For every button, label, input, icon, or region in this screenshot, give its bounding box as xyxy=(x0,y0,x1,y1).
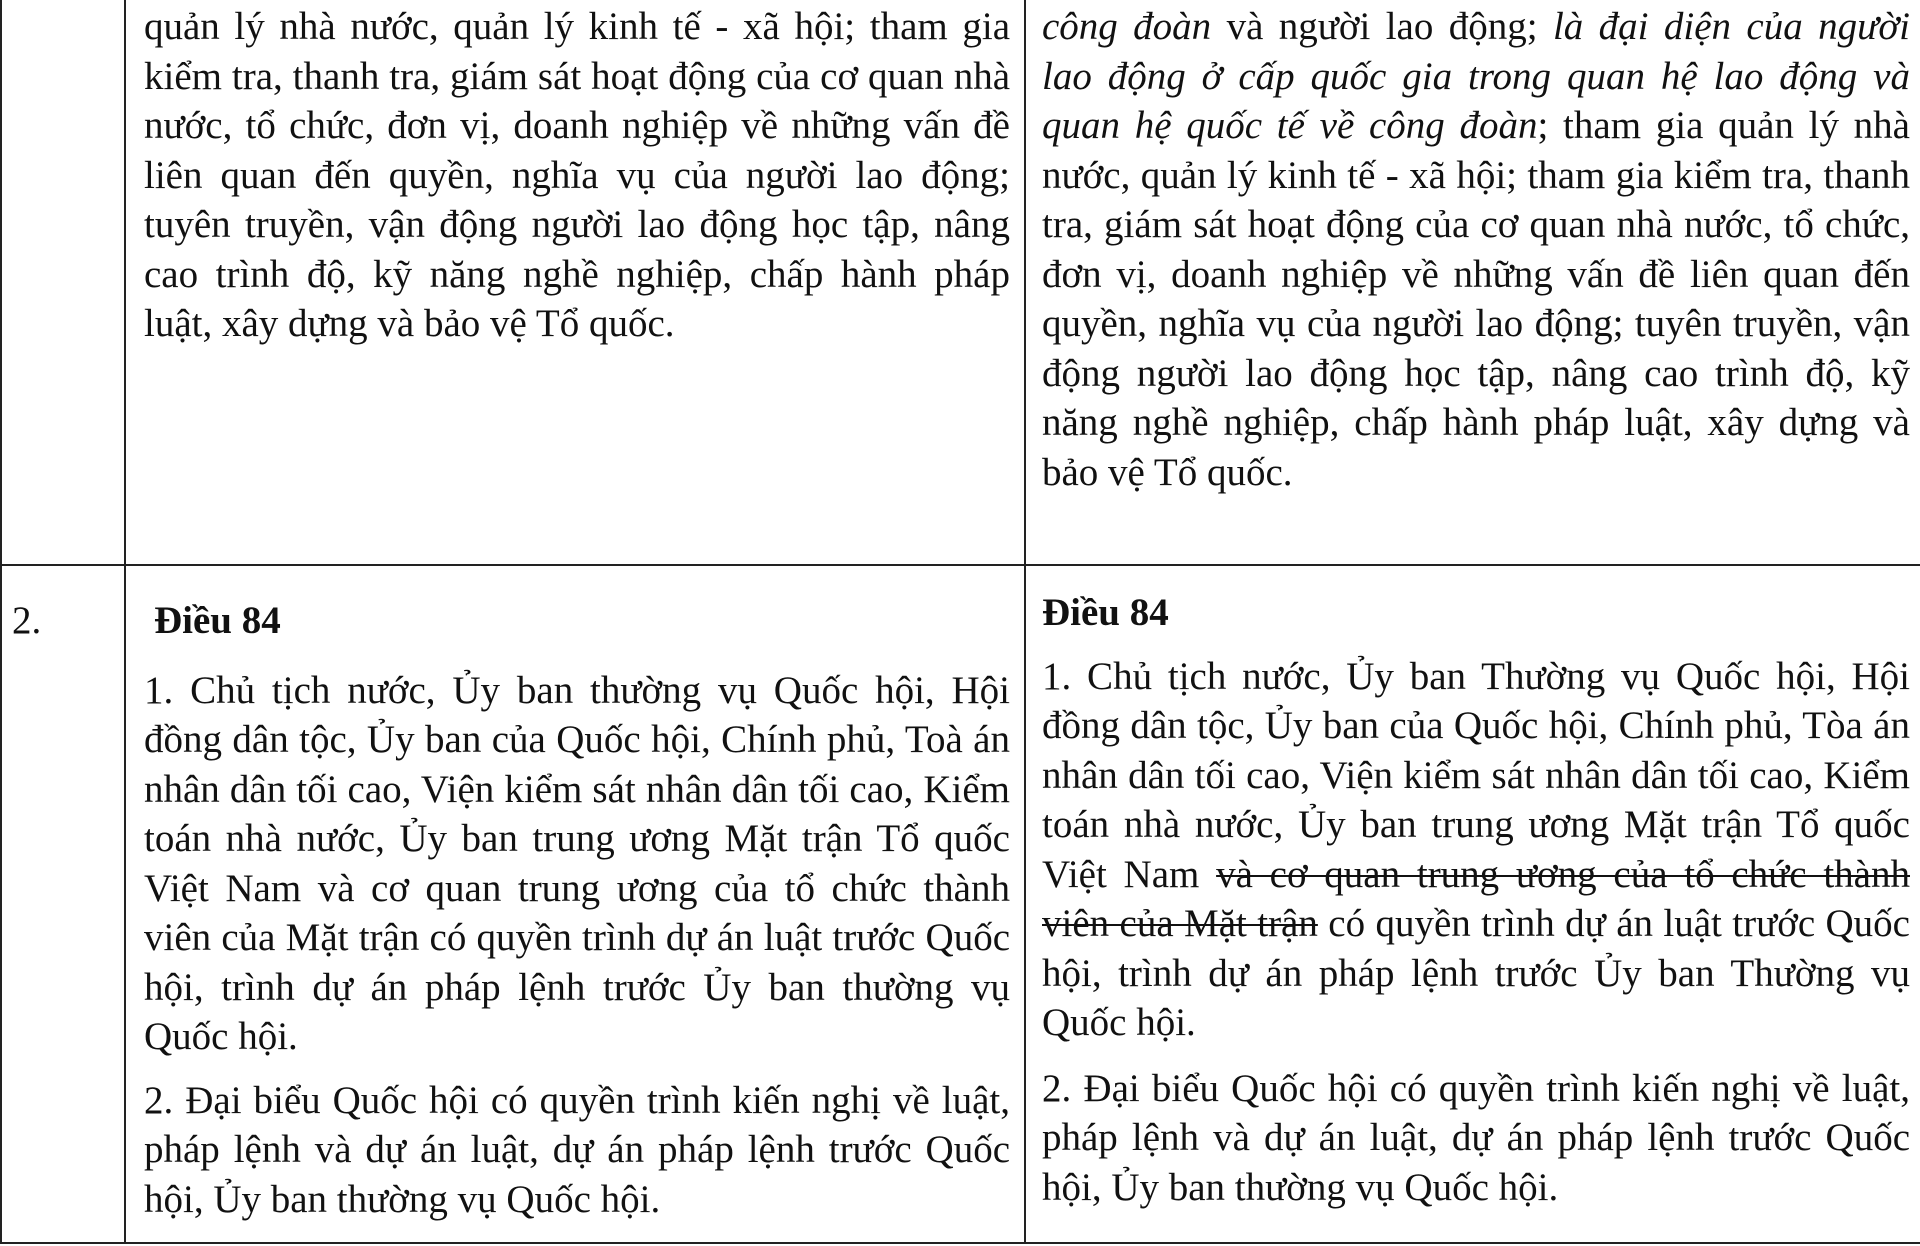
table-row xyxy=(1,0,1920,565)
amended-plain-text: ; tham gia quản lý nhà nước, quản lý kinh tế - xã hội; tham gia kiểm tra, thanh tra, giám sát hoạt động của cơ quan nhà nước, tổ chức, đơn vị, doanh nghiệp về những vấn đề liên quan đến quyền, nghĩa vụ của người lao động; tuyên truyền, vận động người lao động học tập, nâng cao trình độ, kỹ năng nghề nghiệp, chấp hành pháp luật, xây dựng và bảo vệ Tổ quốc. xyxy=(1042,104,1910,494)
amended-text xyxy=(1026,0,1920,497)
article-clause-1 xyxy=(1026,652,1920,1048)
article-heading: Điều 84 xyxy=(154,599,281,642)
amended-italic-text: là đại diện của người lao động ở cấp quốc gia trong quan hệ lao động và quan hệ quốc tế về công đoàn xyxy=(1042,5,1910,147)
row-number-cell xyxy=(1,565,125,1243)
clause-text: 1. Chủ tịch nước, Ủy ban Thường vụ Quốc hội, Hội đồng dân tộc, Ủy ban của Quốc hội, Chính phủ, Tòa án nhân dân tối cao, Viện kiểm sát nhân dân tối cao, Kiểm toán nhà nước, Ủy ban trung ương Mặt trận Tổ quốc Việt Nam xyxy=(1042,654,1910,896)
struck-text: và cơ quan trung ương của tổ chức thành viên của Mặt trận xyxy=(1042,852,1910,945)
amended-plain-text: và người lao động; xyxy=(1211,5,1553,48)
article-clause-2: 2. Đại biểu Quốc hội có quyền trình kiến nghị về luật, pháp lệnh và dự án luật, dự án pháp lệnh trước Quốc hội, Ủy ban thường vụ Quốc hội. xyxy=(1042,1066,1910,1209)
current-text-cell xyxy=(125,0,1025,565)
row-number-cell xyxy=(1,0,125,565)
clause-text: có quyền trình dự án luật trước Quốc hội, trình dự án pháp lệnh trước Ủy ban Thường vụ Quốc hội. xyxy=(1042,902,1910,1044)
article-clause-2: 2. Đại biểu Quốc hội có quyền trình kiến nghị về luật, pháp lệnh và dự án luật, dự án pháp lệnh trước Quốc hội, Ủy ban thường vụ Quốc hội. xyxy=(144,1078,1010,1221)
row-number: 2. xyxy=(12,599,42,642)
table-row xyxy=(1,565,1920,1243)
current-text: quản lý nhà nước, quản lý kinh tế - xã hội; tham gia kiểm tra, thanh tra, giám sát hoạt động của cơ quan nhà nước, tổ chức, đơn vị, doanh nghiệp về những vấn đề liên quan đến quyền, nghĩa vụ của người lao động; tuyên truyền, vận động người lao động học tập, nâng cao trình độ, kỹ năng nghề nghiệp, chấp hành pháp luật, xây dựng và bảo vệ Tổ quốc. xyxy=(144,5,1010,345)
amended-italic-text: công đoàn xyxy=(1042,5,1212,48)
article-clause-1: 1. Chủ tịch nước, Ủy ban thường vụ Quốc hội, Hội đồng dân tộc, Ủy ban của Quốc hội, Chính phủ, Toà án nhân dân tối cao, Viện kiểm sát nhân dân tối cao, Kiểm toán nhà nước, Ủy ban trung ương Mặt trận Tổ quốc Việt Nam và cơ quan trung ương của tổ chức thành viên của Mặt trận có quyền trình dự án luật trước Quốc hội, trình dự án pháp lệnh trước Ủy ban thường vụ Quốc hội. xyxy=(144,668,1010,1058)
amended-text-cell xyxy=(1025,565,1920,1243)
current-text-cell xyxy=(125,565,1025,1243)
amended-text-cell xyxy=(1025,0,1920,565)
article-heading: Điều 84 xyxy=(1042,591,1169,634)
